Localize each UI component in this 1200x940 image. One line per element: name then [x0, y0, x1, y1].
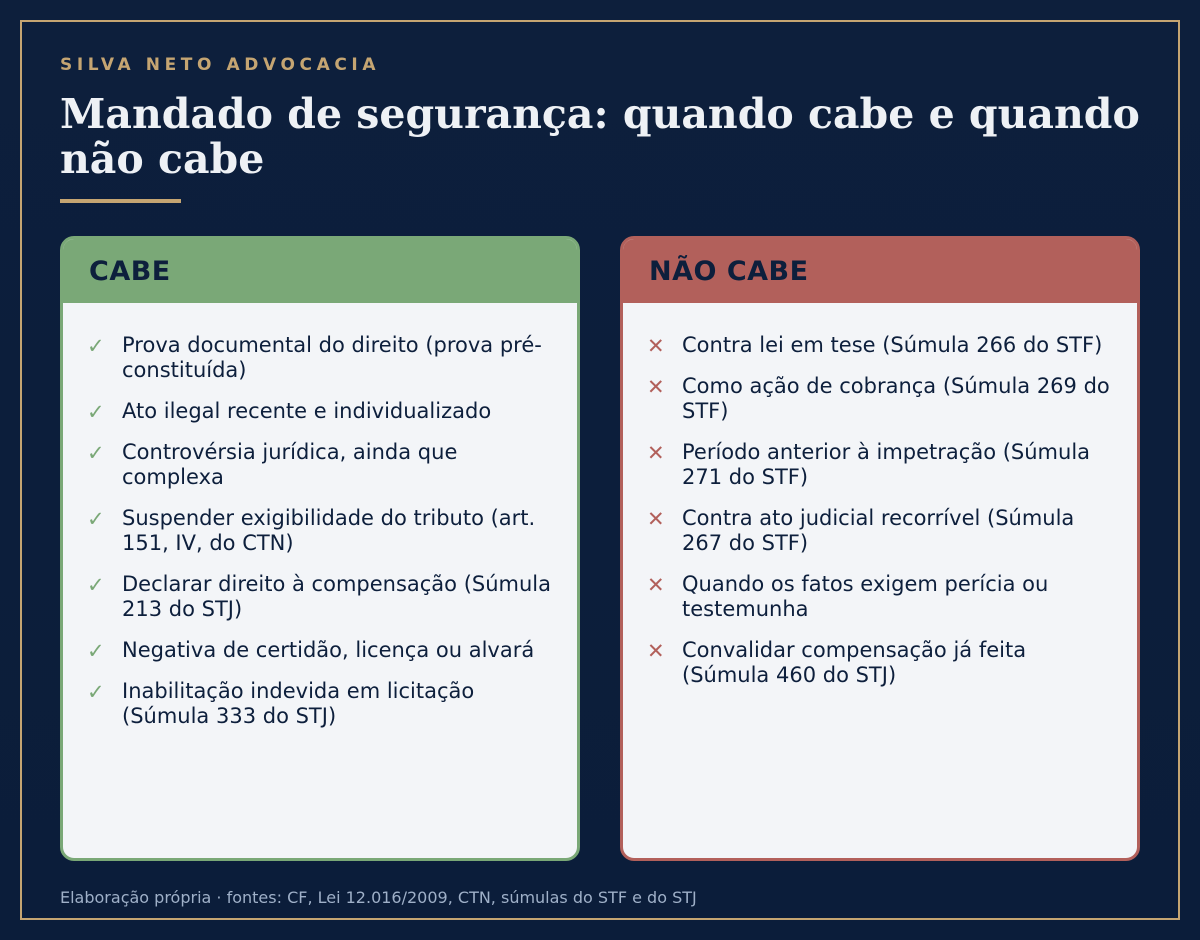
cross-icon: ✕ [647, 573, 665, 597]
cross-icon: ✕ [647, 441, 665, 465]
cabe-item-text: Suspender exigibilidade do tributo (art. 151, IV, do CTN) [122, 506, 536, 555]
check-icon: ✓ [87, 400, 105, 424]
title-underline [60, 199, 181, 203]
cabe-card [60, 236, 580, 861]
nao-cabe-item [647, 506, 1117, 556]
nao-cabe-item-text: Como ação de cobrança (Súmula 269 do STF) [682, 374, 1110, 423]
nao-cabe-card [620, 236, 1140, 861]
nao-cabe-item [647, 440, 1117, 490]
cross-icon: ✕ [647, 334, 665, 358]
check-icon: ✓ [87, 680, 105, 704]
cabe-item [87, 572, 557, 622]
cabe-heading: CABE [63, 239, 577, 303]
nao-cabe-heading: NÃO CABE [623, 239, 1137, 303]
nao-cabe-item [647, 374, 1117, 424]
cabe-item-text: Ato ilegal recente e individualizado [122, 399, 492, 423]
source-note: Elaboração própria · fontes: CF, Lei 12.016/2009, CTN, súmulas do STF e do STJ [60, 888, 697, 907]
cabe-item [87, 506, 557, 556]
check-icon: ✓ [87, 441, 105, 465]
cross-icon: ✕ [647, 375, 665, 399]
nao-cabe-item [647, 572, 1117, 622]
cabe-item-text: Declarar direito à compensação (Súmula 213 do STJ) [122, 572, 552, 621]
cabe-item-text: Inabilitação indevida em licitação (Súmula 333 do STJ) [122, 679, 475, 728]
nao-cabe-item [647, 333, 1117, 358]
page-title: Mandado de segurança: quando cabe e quando não cabe [60, 90, 1140, 183]
cabe-item-text: Controvérsia jurídica, ainda que complexa [122, 440, 458, 489]
nao-cabe-list [623, 303, 1137, 688]
cross-icon: ✕ [647, 507, 665, 531]
brand-name: SILVA NETO ADVOCACIA [60, 55, 381, 75]
cabe-item-text: Negativa de certidão, licença ou alvará [122, 638, 535, 662]
cabe-item-text: Prova documental do direito (prova pré-constituída) [122, 333, 542, 382]
check-icon: ✓ [87, 334, 105, 358]
cabe-item [87, 440, 557, 490]
nao-cabe-item-text: Contra ato judicial recorrível (Súmula 267 do STF) [682, 506, 1075, 555]
cabe-item [87, 333, 557, 383]
check-icon: ✓ [87, 507, 105, 531]
cabe-item [87, 638, 557, 663]
nao-cabe-item-text: Contra lei em tese (Súmula 266 do STF) [682, 333, 1103, 357]
check-icon: ✓ [87, 573, 105, 597]
nao-cabe-item-text: Período anterior à impetração (Súmula 271 do STF) [682, 440, 1091, 489]
cabe-list [63, 303, 577, 729]
cabe-item [87, 679, 557, 729]
nao-cabe-item [647, 638, 1117, 688]
cross-icon: ✕ [647, 639, 665, 663]
check-icon: ✓ [87, 639, 105, 663]
nao-cabe-item-text: Convalidar compensação já feita (Súmula 460 do STJ) [682, 638, 1027, 687]
nao-cabe-item-text: Quando os fatos exigem perícia ou testemunha [682, 572, 1049, 621]
cabe-item [87, 399, 557, 424]
